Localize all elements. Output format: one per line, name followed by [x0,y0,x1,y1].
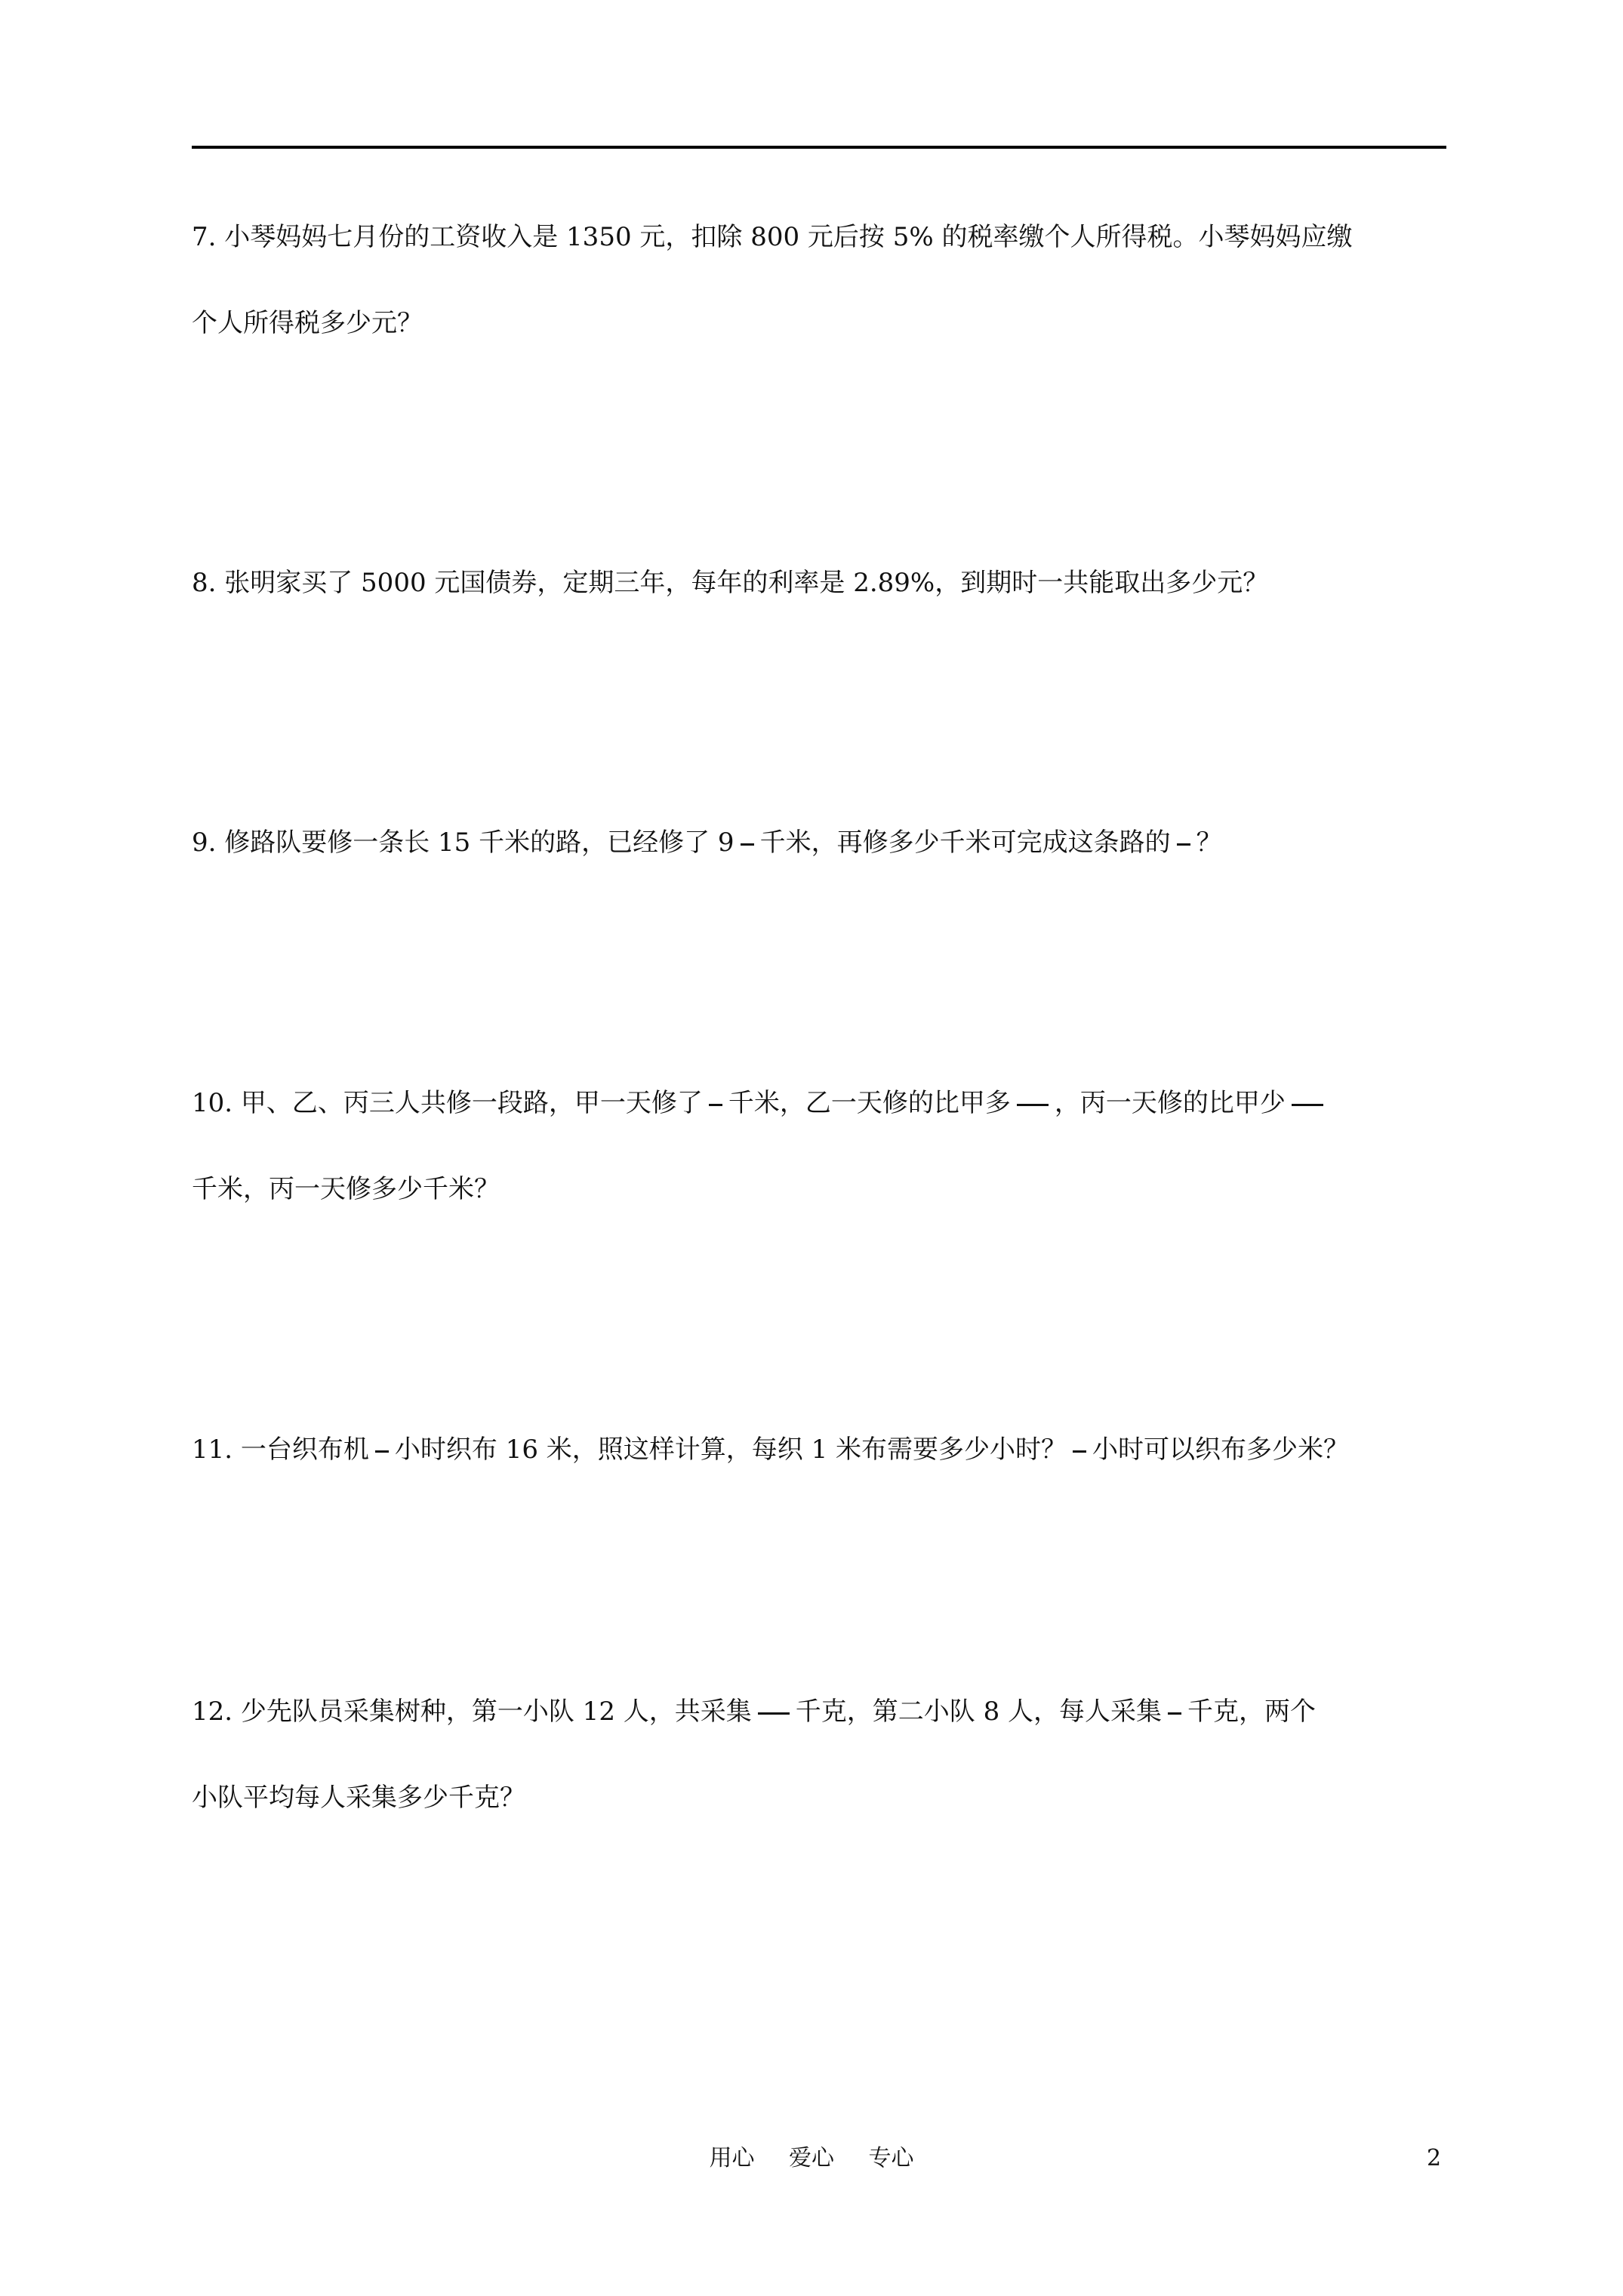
problem-12-text-a: 12. 少先队员采集树种，第一小队 12 人，共采集 [192,1697,752,1727]
problem-12-text-b: 千克，第二小队 8 人，每人采集 [795,1697,1163,1727]
fraction-bar [1177,843,1190,846]
header-rule [192,146,1446,149]
page-number: 2 [1427,2145,1442,2171]
problem-11-text-c: 小时可以织布多少米？ [1092,1435,1350,1465]
problem-8 [192,568,1452,598]
fraction-bar [741,843,754,846]
problem-11-line-1 [192,1435,1452,1465]
footer-word: 用心 [709,2145,755,2171]
footer-word: 爱心 [789,2145,834,2171]
problem-10 [192,1088,1452,1204]
fraction-bar [758,1712,790,1715]
problem-9-text-a: 9. 修路队要修一条长 15 千米的路，已经修了 9 [192,827,735,858]
fraction-bar [1292,1104,1323,1106]
problem-10-line-1 [192,1088,1452,1118]
problem-9 [192,827,1452,858]
problem-10-text-a: 10. 甲、乙、丙三人共修一段路，甲一天修了 [192,1088,703,1118]
problem-8-line-1: 8. 张明家买了 5000 元国债券，定期三年，每年的利率是 2.89%，到期时一共能取出多少元？ [192,568,1269,598]
problem-12-line-2: 小队平均每人采集多少千克？ [192,1783,525,1813]
problem-10-text-c: ，丙一天修的比甲少 [1054,1088,1286,1118]
problem-7-line-2: 个人所得税多少元？ [192,308,423,338]
problem-7 [192,222,1452,338]
problem-11-text-a: 11. 一台织布机 [192,1435,369,1465]
problem-11-text-b: 小时织布 16 米，照这样计算，每织 1 米布需要多少小时？ [394,1435,1067,1465]
problem-9-text-c: ？ [1196,827,1222,858]
fraction-bar [709,1104,722,1106]
problem-11 [192,1435,1452,1465]
footer-motto [0,2146,1623,2171]
problem-9-line-1 [192,827,1452,858]
fraction-bar [1073,1450,1086,1453]
problem-7-line-1: 7. 小琴妈妈七月份的工资收入是 1350 元，扣除 800 元后按 5% 的税率缴个人所得税。小琴妈妈应缴 [192,222,1353,252]
problem-12 [192,1697,1452,1813]
fraction-bar [1168,1712,1181,1715]
problem-12-line-1 [192,1697,1452,1727]
problem-12-text-c: 千克，两个 [1187,1697,1317,1727]
problem-9-text-b: 千米，再修多少千米可完成这条路的 [759,827,1171,858]
problem-10-text-b: 千米，乙一天修的比甲多 [728,1088,1011,1118]
footer-word: 专心 [868,2145,914,2171]
fraction-bar [375,1450,389,1453]
fraction-bar [1017,1104,1049,1106]
problem-10-line-2: 千米，丙一天修多少千米？ [192,1174,500,1204]
